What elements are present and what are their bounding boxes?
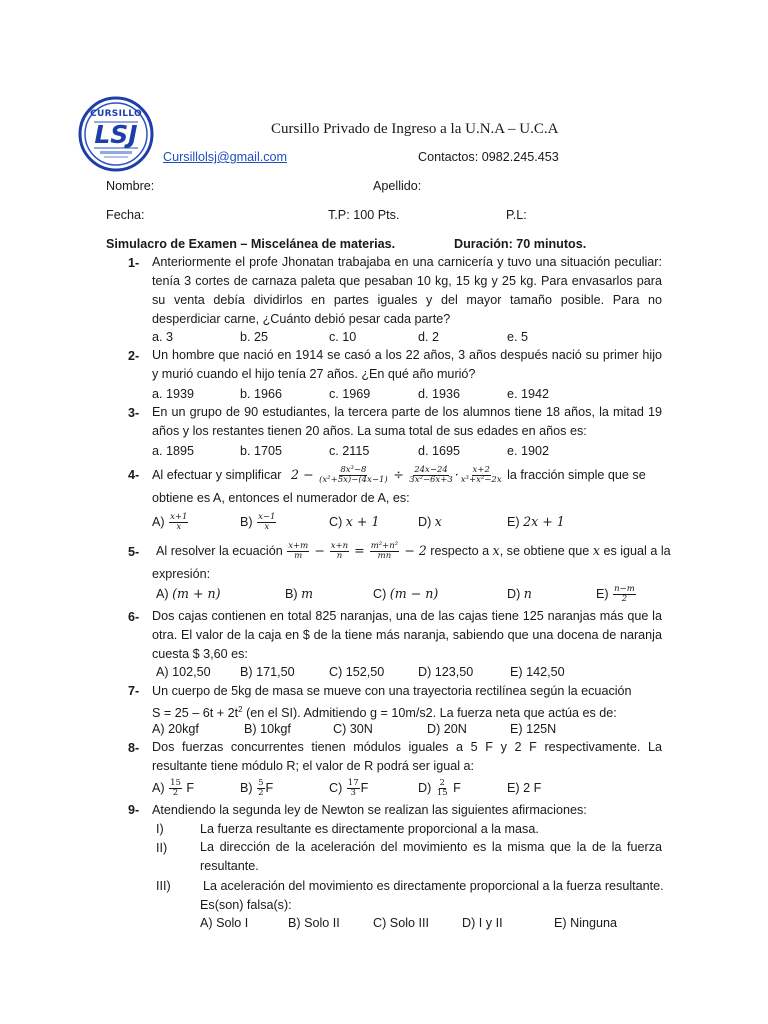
option: e. 1902	[507, 444, 550, 458]
question-6-text: Dos cajas contienen en total 825 naranjas, una de las cajas tiene 125 naranjas más que la otra. El valor de la caja en $ de la tiene más naranja, sabiendo que una docena de naranja cuesta $ 3,60 es:	[152, 609, 662, 661]
option: E) $\frac{n-m}{2}$	[596, 584, 635, 605]
fraction: $\frac{x+2}{\text{x³+x²−2x}}$	[460, 465, 502, 486]
school-logo	[78, 96, 154, 172]
option: a. 3	[152, 330, 174, 344]
statement: La fuerza resultante es directamente proporcional a la masa.	[200, 822, 539, 836]
option: c. 2115	[329, 444, 370, 458]
question-4-suffix: la fracción simple que se	[507, 468, 646, 482]
pl-label: P.L:	[506, 208, 527, 222]
question-number: 8-	[128, 741, 140, 755]
question-number: 6-	[128, 610, 140, 624]
option: A) $\frac{15}{2}$ F	[152, 778, 195, 799]
question-1-text: Anteriormente el profe Jhonatan trabajaba en una carnicería y tuvo una situación peculiar: tenía 3 cortes de carnaza paleta que pesaban 10 kg, 15 kg y 25 kg. Para envasarlos para su venta debía dividirlos en partes iguales y del mayor tamaño posible. Para no desperdiciar carne, ¿Cuánto debió pesar cada parte?	[152, 255, 662, 326]
question-9-prompt: Es(son) falsa(s):	[200, 898, 292, 912]
option: B) 171,50	[240, 665, 295, 679]
option: b. 1966	[240, 387, 283, 401]
nombre-label: Nombre:	[106, 179, 155, 193]
question-2-text: Un hombre que nació en 1914 se casó a los 22 años, 3 años después nació su primer hijo y murió cuando el hijo tenía 27 años. ¿En qué año murió?	[152, 348, 662, 381]
option: C) (m − n)	[373, 586, 439, 601]
question-number: 1-	[128, 256, 140, 270]
option: E) Ninguna	[554, 916, 618, 930]
exam-duration: Duración: 70 minutos.	[454, 237, 587, 251]
option: c. 1969	[329, 387, 371, 401]
option: D) x	[418, 514, 442, 529]
statement: La dirección de la aceleración del movimiento es la misma que la de la fuerza resultante.	[200, 840, 662, 873]
option: B) Solo II	[288, 916, 340, 930]
option: b. 1705	[240, 444, 283, 458]
option: b. 25	[240, 330, 269, 344]
question-8-text: Dos fuerzas concurrentes tienen módulos iguales a 5 F y 2 F respectivamente. La resultante tiene módulo R; el valor de R podrá ser igual a:	[152, 740, 662, 773]
fraction: $\frac{\text{8x³−8}}{\text{(x²+5x)−(4x−1)}}$	[319, 465, 388, 486]
option: D) 123,50	[418, 665, 474, 679]
question-number: 4-	[128, 468, 140, 482]
option: C) x + 1	[329, 514, 380, 529]
operator: ÷	[393, 467, 404, 482]
option: D) 20N	[427, 722, 467, 736]
option: B) $\frac{5}{2}$ F	[240, 778, 274, 799]
expression: 2 −	[290, 467, 314, 482]
question-5-line: Al resolver la ecuación $\frac{x+m}{m}$ − $\frac{x+n}{n}$ = $\frac{\text{m²+n²}}{mn}$ − 2 respecto a x, se obtiene que x es igual a la	[156, 541, 671, 562]
question-number: 7-	[128, 684, 140, 698]
contacts-text: Contactos: 0982.245.453	[418, 150, 559, 164]
option: A) $\frac{x+1}{x}$	[152, 512, 188, 533]
apellido-label: Apellido:	[373, 179, 422, 193]
option: D) $\frac{2}{15}$ F	[418, 778, 461, 799]
option: D) I y II	[462, 916, 503, 930]
fraction: $\frac{24x-24}{\text{3x²−6x+3}}$	[409, 465, 453, 486]
option: A) 102,50	[156, 665, 211, 679]
option: C) 152,50	[329, 665, 385, 679]
option: C) 30N	[333, 722, 373, 736]
option: B) $\frac{x-1}{x}$	[240, 512, 276, 533]
option: E) 2 F	[507, 781, 542, 795]
option: E) 142,50	[510, 665, 565, 679]
question-number: 9-	[128, 803, 140, 817]
question-number: 3-	[128, 406, 140, 420]
question-4-line2: obtiene es A, entonces el numerador de A, es:	[152, 491, 410, 505]
question-7-line1: Un cuerpo de 5kg de masa se mueve con una trayectoria rectilínea según la ecuación	[152, 684, 632, 698]
option: a. 1939	[152, 387, 195, 401]
option: e. 1942	[507, 387, 550, 401]
question-4-line	[152, 460, 646, 490]
option: a. 1895	[152, 444, 195, 458]
roman-numeral: III)	[156, 879, 171, 893]
option: A) 20kgf	[152, 722, 199, 736]
option: B) 10kgf	[244, 722, 291, 736]
logo-top-text: CURSILLO	[90, 109, 142, 119]
question-9-text: Atendiendo la segunda ley de Newton se realizan las siguientes afirmaciones:	[152, 803, 587, 817]
option: d. 2	[418, 330, 440, 344]
roman-numeral: II)	[156, 841, 168, 855]
option: d. 1936	[418, 387, 461, 401]
operator: ·	[454, 467, 459, 482]
question-number: 5-	[128, 545, 140, 559]
option: C) $\frac{17}{3}$ F	[329, 778, 369, 799]
logo-main-text: LSJ	[94, 120, 138, 149]
option: e. 5	[507, 330, 529, 344]
option: C) Solo III	[373, 916, 429, 930]
option: c. 10	[329, 330, 357, 344]
option: A) (m + n)	[156, 586, 221, 601]
statement: La aceleración del movimiento es directamente proporcional a la fuerza resultante.	[203, 879, 664, 893]
question-number: 2-	[128, 349, 140, 363]
question-3-text: En un grupo de 90 estudiantes, la tercera parte de los alumnos tiene 18 años, la mitad 19 años y los restantes tienen 20 años. La suma total de sus edades en años es:	[152, 405, 662, 438]
option: d. 1695	[418, 444, 461, 458]
fecha-label: Fecha:	[106, 208, 145, 222]
question-4-prefix: Al efectuar y simplificar	[152, 468, 282, 482]
question-5-line2: expresión:	[152, 567, 211, 581]
option: B) m	[285, 586, 314, 601]
email-link[interactable]: Cursillolsj@gmail.com	[163, 150, 288, 164]
exam-title: Simulacro de Examen – Miscelánea de materias.	[106, 237, 396, 251]
option: D) n	[507, 586, 532, 601]
option: E) 2x + 1	[507, 514, 565, 529]
option: A) Solo I	[200, 916, 249, 930]
header-title: Cursillo Privado de Ingreso a la U.N.A – U.C.A	[271, 121, 559, 137]
option: E) 125N	[510, 722, 557, 736]
roman-numeral: I)	[156, 822, 164, 836]
question-7-line2: $S = 25 - 6t + 2t^2$ (en el SI). Admitiendo g = 10m/s2. La fuerza neta que actúa es de:	[152, 705, 617, 721]
total-points: T.P: 100 Pts.	[328, 208, 400, 222]
